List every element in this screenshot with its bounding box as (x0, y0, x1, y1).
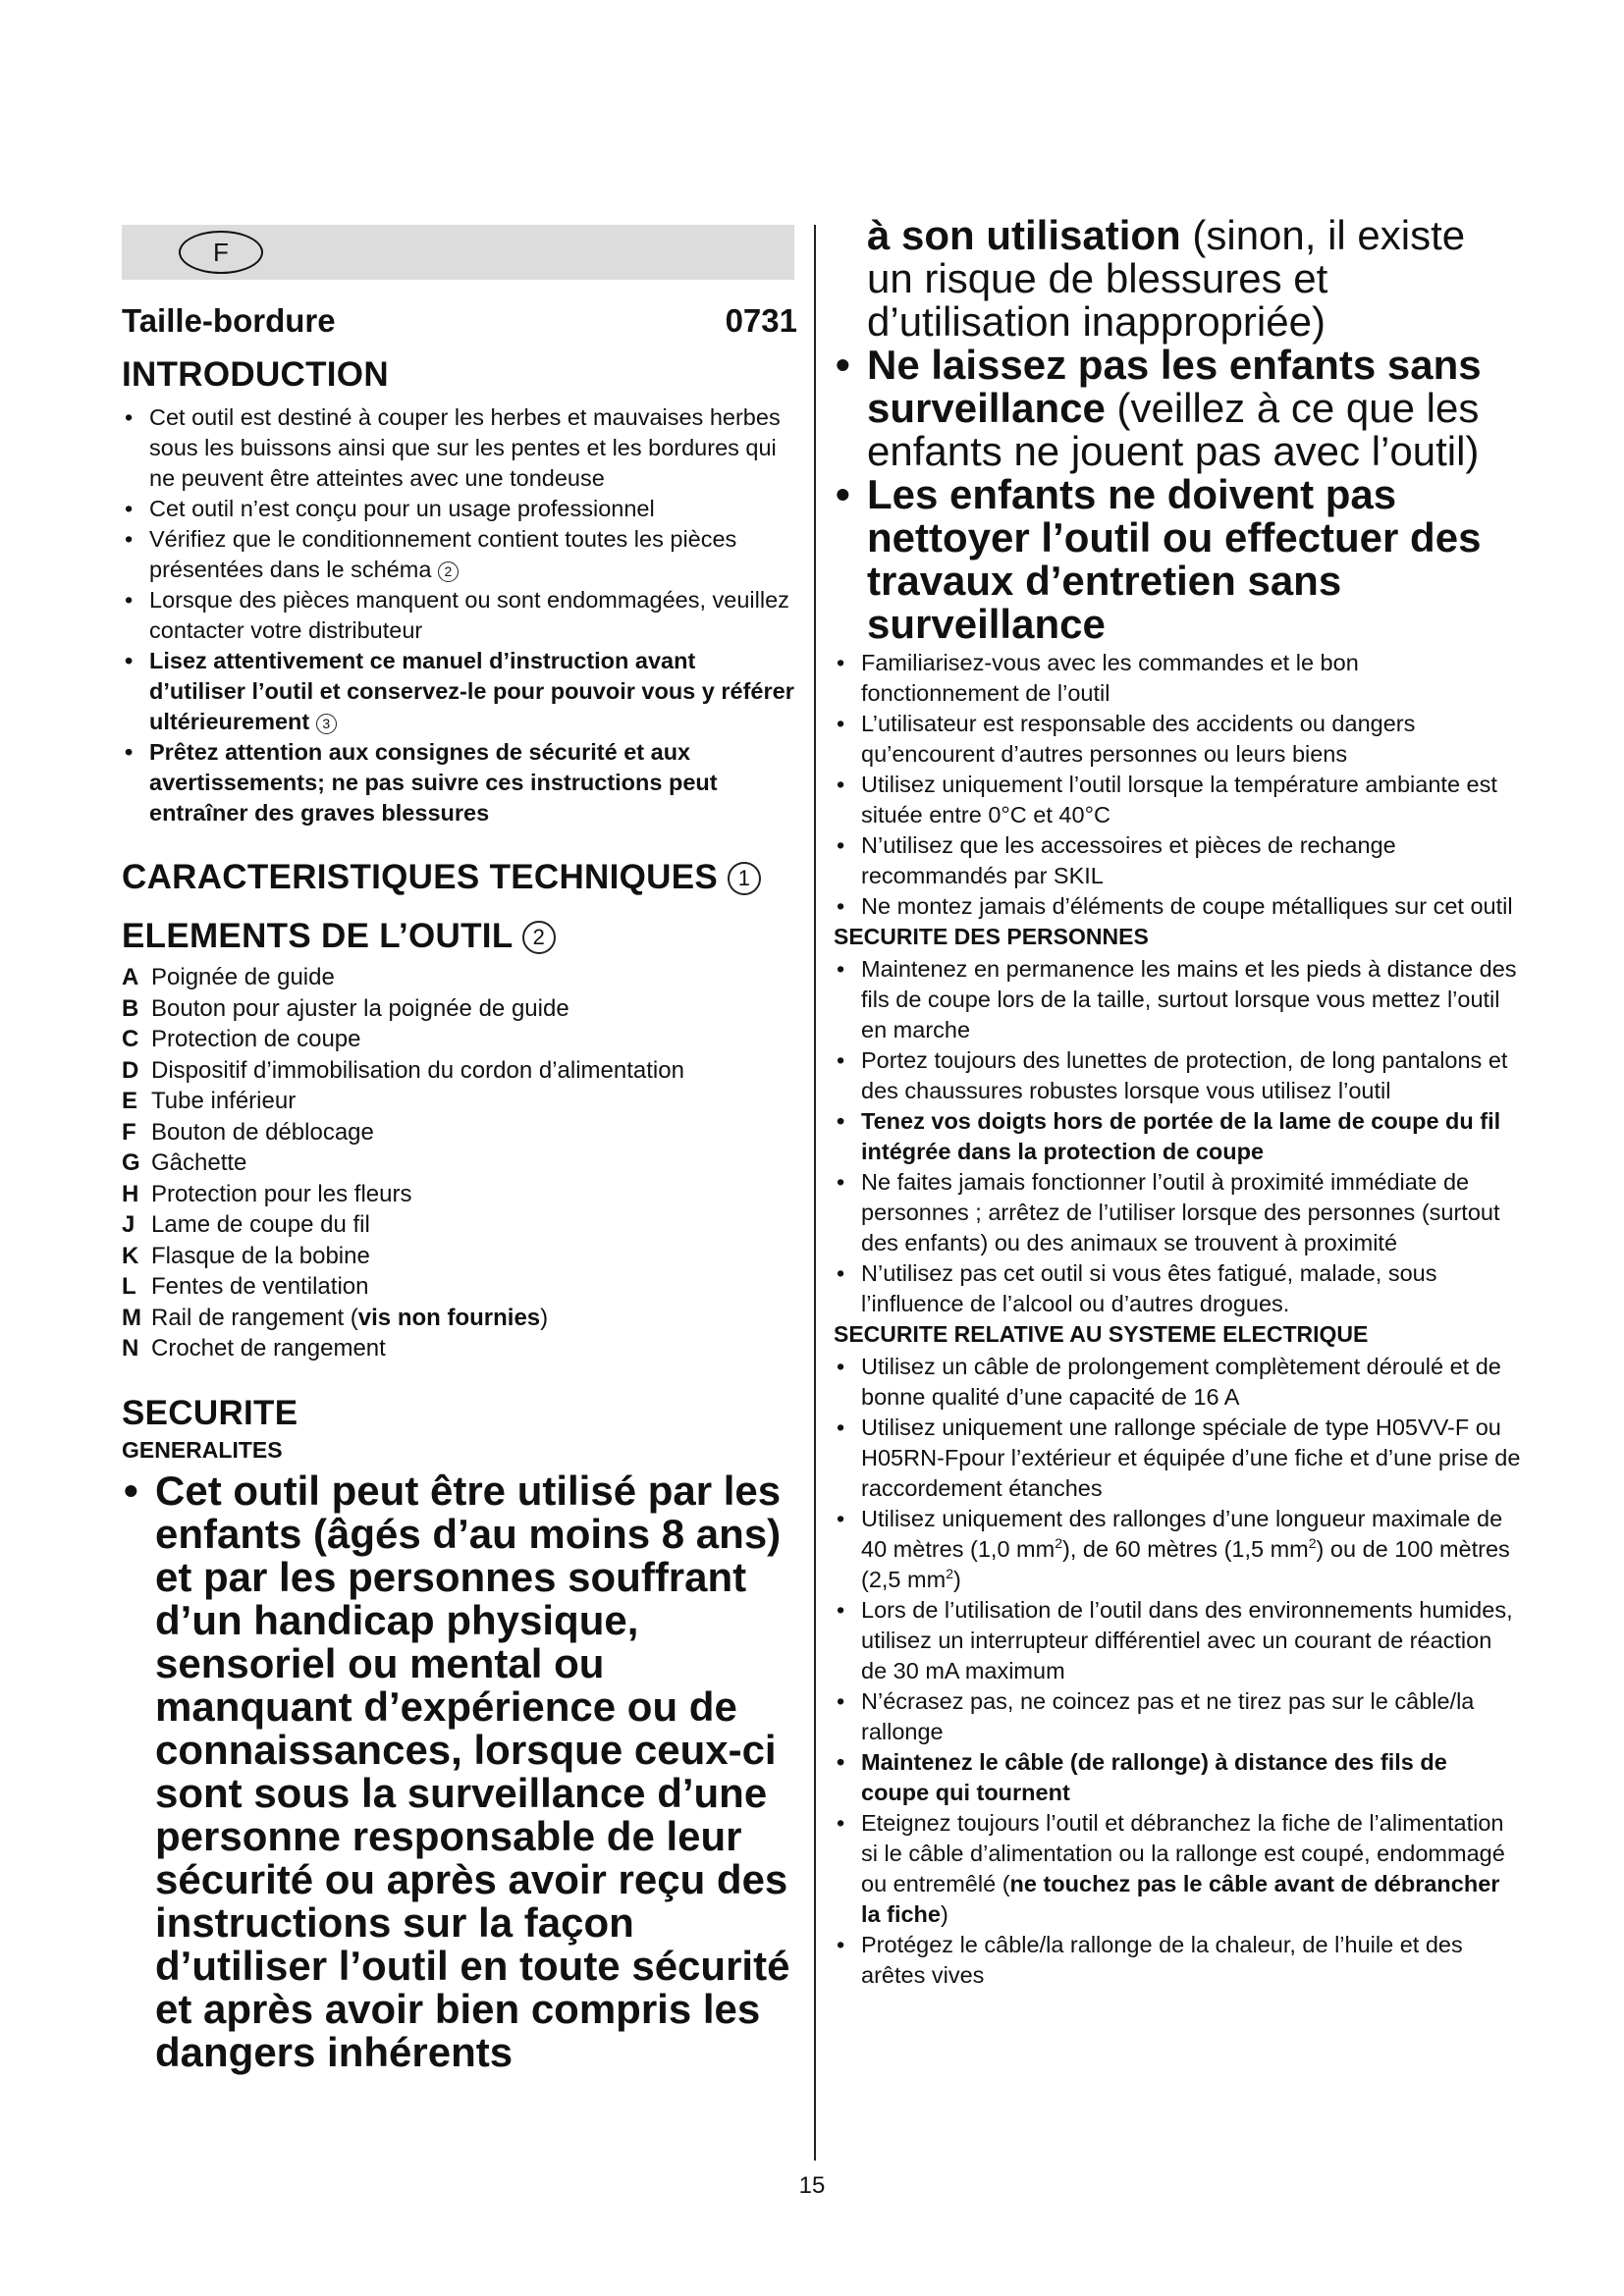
part-item: F Bouton de déblocage (122, 1118, 374, 1146)
personal-safety-heading: SECURITE DES PERSONNES (834, 924, 1149, 949)
list-item: • Portez toujours des lunettes de protection, de long pantalons et des chaussures robustes lorsque vous utilisez l’outil (834, 1045, 1521, 1106)
figure-ref-2: 2 (522, 921, 556, 954)
personal-list (834, 954, 1521, 1319)
list-item: • N’utilisez que les accessoires et pièces de rechange recommandés par SKIL (834, 830, 1521, 891)
part-item: A Poignée de guide (122, 964, 335, 990)
children-unattended: • Ne laissez pas les enfants sans surveillance (veillez à ce que les enfants ne jouent pas avec l’outil) (834, 344, 1521, 473)
right-column (834, 214, 1521, 1991)
list-item: • N’écrasez pas, ne coincez pas et ne tirez pas sur le câble/la rallonge (834, 1686, 1521, 1747)
list-item: • Lors de l’utilisation de l’outil dans des environnements humides, utilisez un interrupteur différentiel avec un courant de réaction de 30 mA maximum (834, 1595, 1521, 1686)
elements-heading: ELEMENTS DE L’OUTIL 2 (122, 917, 797, 956)
safety-heading: SECURITE (122, 1393, 298, 1432)
specs-heading: CARACTERISTIQUES TECHNIQUES 1 (122, 858, 797, 897)
list-item: • Ne faites jamais fonctionner l’outil à proximité immédiate de personnes ; arrêtez de l’utiliser lorsque des personnes (surtout des enfants) ou des animaux se trouvent à proximité (834, 1167, 1521, 1258)
language-badge: F (179, 231, 263, 274)
figure-ref-1: 1 (728, 862, 761, 895)
left-column (122, 302, 797, 2074)
part-item: D Dispositif d’immobilisation du cordon d’alimentation (122, 1056, 684, 1084)
list-item: • Maintenez en permanence les mains et les pieds à distance des fils de coupe lors de la taille, surtout lorsque vous mettez l’outil en marche (834, 954, 1521, 1045)
part-item: C Protection de coupe (122, 1026, 361, 1052)
part-item: J Lame de coupe du fil (122, 1211, 370, 1238)
part-item: M Rail de rangement (vis non fournies) (122, 1304, 549, 1331)
figure-ref-3: 3 (316, 714, 337, 734)
list-item: • Familiarisez-vous avec les commandes et le bon fonctionnement de l’outil (834, 648, 1521, 709)
part-item: L Fentes de ventilation (122, 1273, 369, 1300)
list-item: • Cet outil n’est conçu pour un usage professionnel (122, 494, 797, 524)
list-item: • L’utilisateur est responsable des accidents ou dangers qu’encourent d’autres personnes ou leurs biens (834, 709, 1521, 770)
electrical-safety-heading: SECURITE RELATIVE AU SYSTEME ELECTRIQUE (834, 1321, 1369, 1347)
product-name: Taille-bordure (122, 302, 336, 339)
list-item: • Cet outil est destiné à couper les herbes et mauvaises herbes sous les buissons ainsi que sur les pentes et les bordures qui ne peuvent être atteintes avec une tondeuse (122, 402, 797, 494)
list-item: • Utilisez un câble de prolongement complètement déroulé et de bonne qualité d’une capacité de 16 A (834, 1352, 1521, 1413)
list-item: • Protégez le câble/la rallonge de la chaleur, de l’huile et des arêtes vives (834, 1930, 1521, 1991)
column-divider (814, 225, 816, 2161)
children-warning: • Cet outil peut être utilisé par les enfants (âgés d’au moins 8 ans) et par les personnes souffrant d’un handicap physique, sensoriel ou mental ou manquant d’expérience ou de connaissances, lorsque ceux-ci sont sous la surveillance d’une personne responsable de leur sécurité ou après avoir reçu des instructions sur la façon d’utiliser l’outil en toute sécurité et après avoir bien compris les dangers inhérents (122, 1469, 797, 2074)
list-item: • Eteignez toujours l’outil et débranchez la fiche de l’alimentation si le câble d’alimentation ou la rallonge est coupé, endommagé ou entremêlé (ne touchez pas le câble avant de débrancher la fiche) (834, 1808, 1521, 1930)
product-title-row (122, 302, 797, 340)
intro-heading: INTRODUCTION (122, 355, 389, 394)
list-item: • Lisez attentivement ce manuel d’instruction avant d’utiliser l’outil et conservez-le pour pouvoir vous y référer ultérieurement 3 (122, 646, 797, 737)
part-item: H Protection pour les fleurs (122, 1180, 412, 1207)
list-item: • N’utilisez pas cet outil si vous êtes fatigué, malade, sous l’influence de l’alcool ou d’autres drogues. (834, 1258, 1521, 1319)
language-bar (122, 225, 794, 280)
warning-continuation: à son utilisation (sinon, il existe un risque de blessures et d’utilisation inappropriée) (867, 212, 1466, 345)
parts-list (122, 962, 797, 1364)
part-item: K Flasque de la bobine (122, 1242, 370, 1269)
part-item: N Crochet de rangement (122, 1335, 386, 1362)
children-warning-list (122, 1469, 797, 2074)
general-heading: GENERALITES (122, 1436, 283, 1463)
part-item: E Tube inférieur (122, 1088, 297, 1114)
list-item: • Tenez vos doigts hors de portée de la lame de coupe du fil intégrée dans la protection de coupe (834, 1106, 1521, 1167)
intro-list (122, 402, 797, 828)
part-item: G Gâchette (122, 1149, 247, 1176)
general-list (834, 648, 1521, 922)
electrical-list (834, 1352, 1521, 1991)
list-item: • Utilisez uniquement des rallonges d’une longueur maximale de 40 mètres (1,0 $mm^2$), de 60 mètres (1,5 $mm^2$) ou de 100 mètres (2,5 $mm^2$) (834, 1504, 1521, 1595)
list-item: • Prêtez attention aux consignes de sécurité et aux avertissements; ne pas suivre ces instructions peut entraîner des graves blessures (122, 737, 797, 828)
figure-ref-2: 2 (438, 561, 459, 582)
product-model: 0731 (725, 302, 797, 339)
part-item: B Bouton pour ajuster la poignée de guide (122, 994, 569, 1022)
list-item: • Vérifiez que le conditionnement contient toutes les pièces présentées dans le schéma 2 (122, 524, 797, 585)
list-item: • Lorsque des pièces manquent ou sont endommagées, veuillez contacter votre distributeur (122, 585, 797, 646)
list-item: • Utilisez uniquement l’outil lorsque la température ambiante est située entre 0°C et 40°C (834, 770, 1521, 830)
list-item: • Maintenez le câble (de rallonge) à distance des fils de coupe qui tournent (834, 1747, 1521, 1808)
children-cleaning: • Les enfants ne doivent pas nettoyer l’outil ou effectuer des travaux d’entretien sans surveillance (834, 473, 1521, 646)
list-item: • Ne montez jamais d’éléments de coupe métalliques sur cet outil (834, 891, 1521, 922)
children-list (834, 344, 1521, 646)
page-number: 15 (798, 2172, 826, 2199)
list-item: • Utilisez uniquement une rallonge spéciale de type H05VV-F ou H05RN-Fpour l’extérieur et équipée d’une fiche et d’une prise de raccordement étanches (834, 1413, 1521, 1504)
